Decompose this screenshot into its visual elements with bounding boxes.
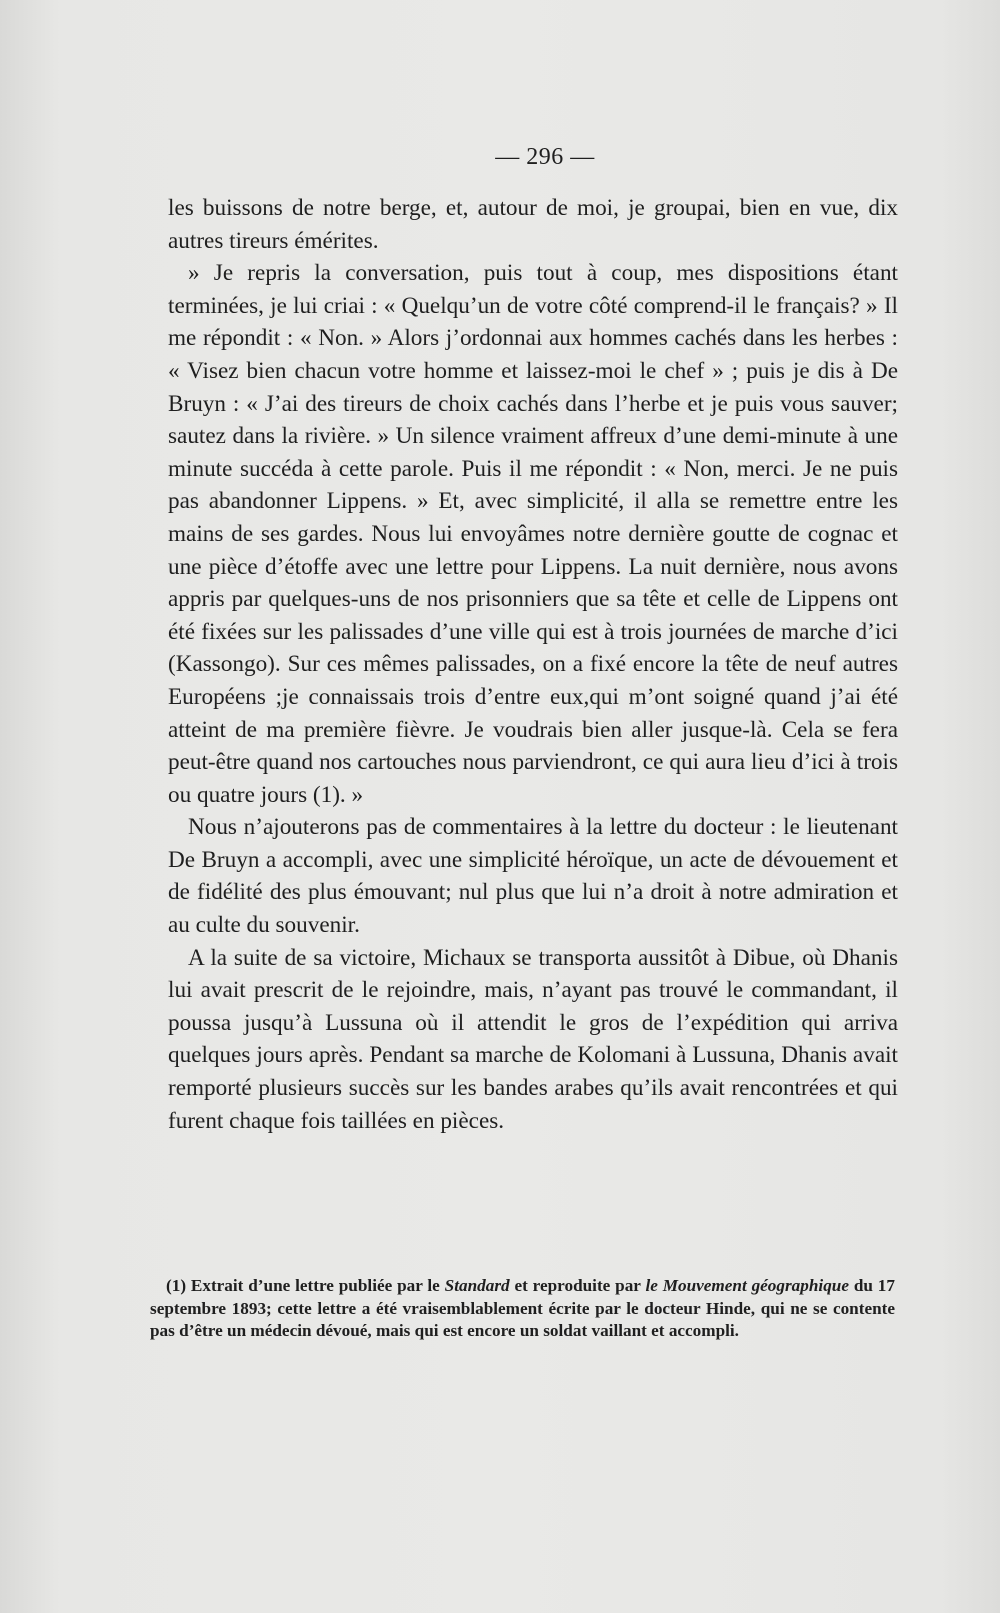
body-text <box>168 192 898 1137</box>
footnotes <box>150 1275 895 1343</box>
footnote-text: (1) Extrait d’une lettre publiée par le <box>166 1276 445 1295</box>
paragraph: les buissons de notre berge, et, autour de moi, je groupai, bien en vue, dix autres tireurs émérites. <box>168 195 898 254</box>
footnote <box>150 1275 895 1343</box>
paragraph: » Je repris la conversation, puis tout à coup, mes dispositions étant terminées, je lui criai : « Quelqu’un de votre côté comprend-il le français? » Il me répondit : « Non. » Alors j’ordonnai aux hommes cachés dans les herbes : « Visez bien chacun votre homme et laissez-moi le chef » ; puis je dis à De Bruyn : « J’ai des tireurs de choix cachés dans l’herbe et je puis vous sauver; sautez dans la rivière. » Un silence vraiment affreux d’une demi-minute à une minute succéda à cette parole. Puis il me répondit : « Non, merci. Je ne puis pas abandonner Lippens. » Et, avec simplicité, il alla se remettre entre les mains de ses gardes. Nous lui envoyâmes notre dernière goutte de cognac et une pièce d’étoffe avec une lettre pour Lippens. La nuit dernière, nous avons appris par quelques-uns de nos prisonniers que sa tête et celle de Lippens ont été fixées sur les palissades d’une ville qui est à trois journées de marche d’ici (Kassongo). Sur ces mêmes palissades, on a fixé encore la tête de neuf autres Européens ;je connaissais trois d’entre eux,qui m’ont soigné quand j’ai été atteint de ma première fièvre. Je voudrais bien aller jusque-là. Cela se fera peut-être quand nos cartouches nous parviendront, ce qui aura lieu d’ici à trois ou quatre jours (1). » <box>168 260 898 808</box>
footnote-text: du 17 septembre 1893; cette lettre a été vraisemblablement écrite par le docteur Hinde, qui ne se contente pas d’être un médecin dévoué, mais qui est encore un soldat vaillant et accompli. <box>150 1276 895 1340</box>
paragraph: Nous n’ajouterons pas de commentaires à la lettre du docteur : le lieutenant De Bruyn a accompli, avec une simplicité héroïque, un acte de dévouement et de fidélité des plus émouvant; nul plus que lui n’a droit à notre admiration et au culte du souvenir. <box>168 814 898 939</box>
footnote-source-title: Standard <box>444 1276 510 1295</box>
footnote-source-title: le Mouvement géographique <box>645 1276 849 1295</box>
page-number: — 296 — <box>495 144 595 170</box>
paragraph: A la suite de sa victoire, Michaux se transporta aussitôt à Dibue, où Dhanis lui avait prescrit de le rejoindre, mais, n’ayant pas trouvé le commandant, il poussa jusqu’à Lussuna où il attendit le gros de l’expédition qui arriva quelques jours après. Pendant sa marche de Kolomani à Lussuna, Dhanis avait remporté plusieurs succès sur les bandes arabes qu’ils avait rencontrées et qui furent chaque fois taillées en pièces. <box>168 944 898 1134</box>
footnote-text: et reproduite par <box>509 1276 646 1295</box>
